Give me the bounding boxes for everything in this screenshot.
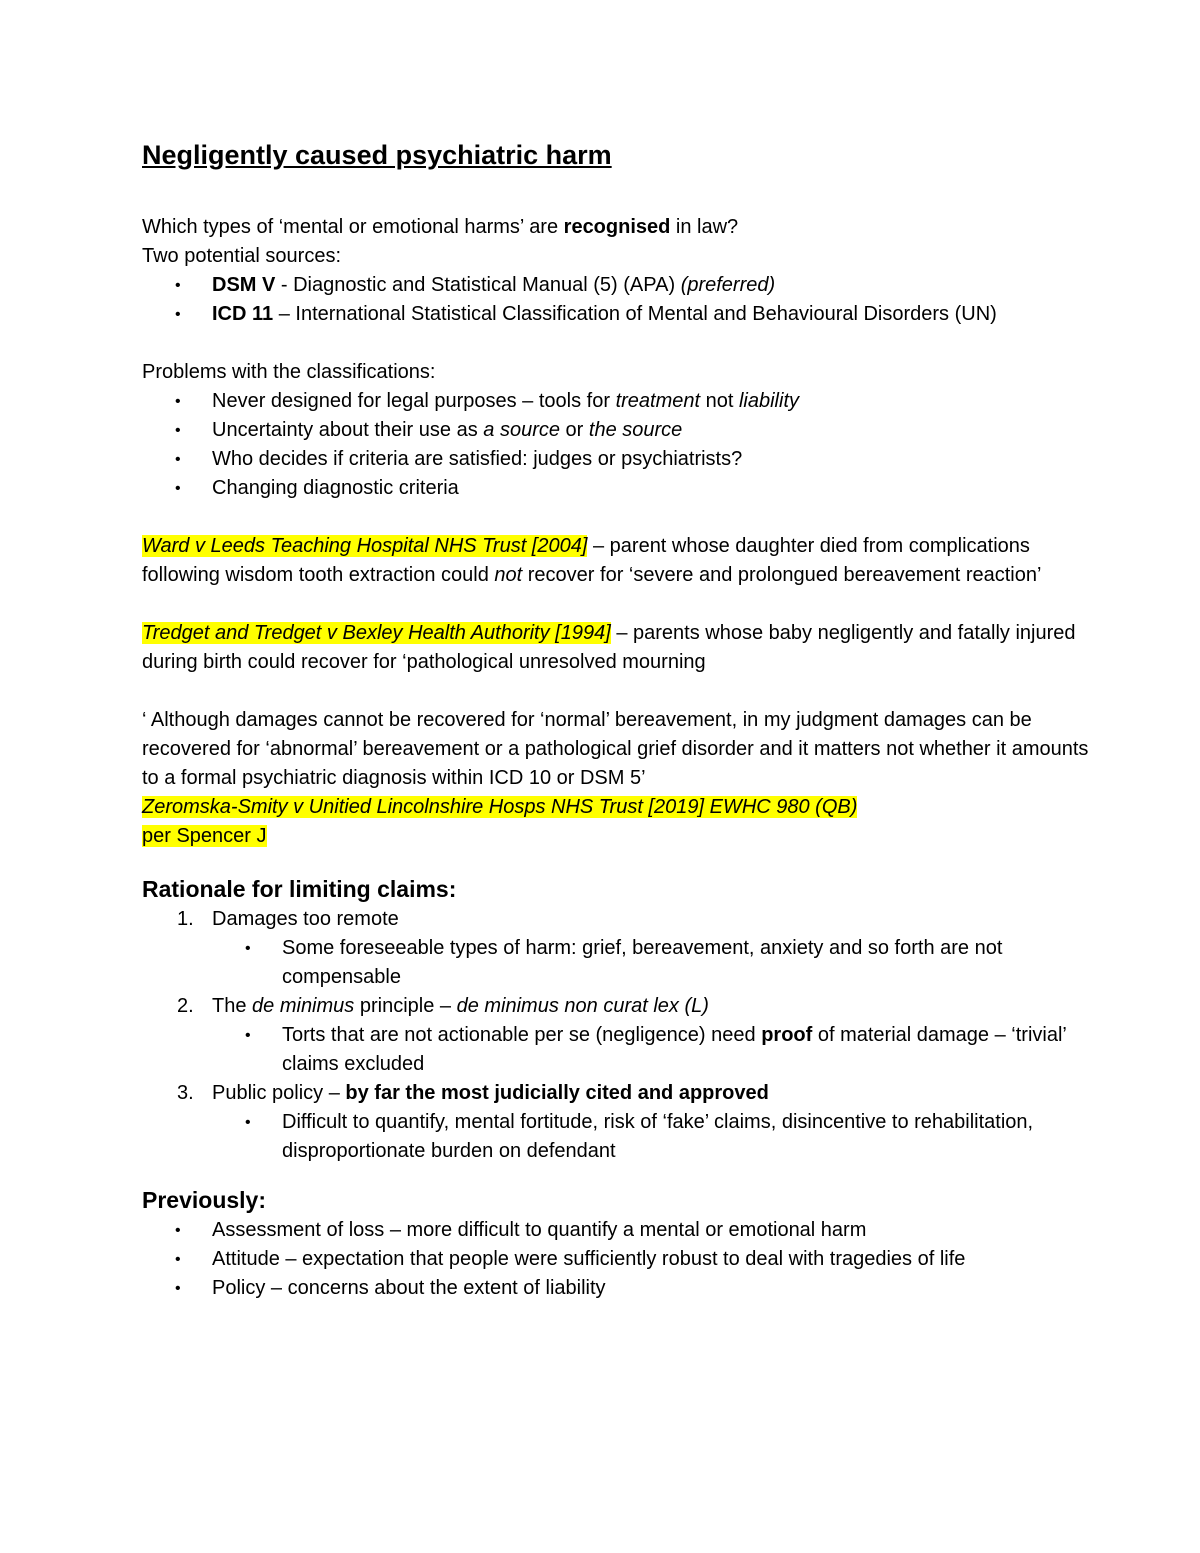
problem-text: or <box>559 419 589 442</box>
intro-question <box>142 213 1092 242</box>
problem-text: not <box>700 390 739 413</box>
problem-italic: liability <box>738 390 800 413</box>
quote-judge-line <box>142 822 1092 851</box>
case-citation: Zeromska-Smity v Unitied Lincolnshire Hosps NHS Trust [2019] EWHC 980 (QB) <box>142 796 858 819</box>
list-item: • Some foreseeable types of harm: grief, bereavement, anxiety and so forth are not compensable <box>282 934 1092 992</box>
rationale-text: principle – <box>354 995 457 1018</box>
sources-list <box>142 271 1092 329</box>
list-item <box>177 992 1092 1021</box>
case-text: – parent whose daughter died from complications following wisdom tooth extraction could <box>142 535 1030 587</box>
problem-text: Uncertainty about their use as <box>212 419 484 442</box>
judge-name: per Spencer J <box>142 825 267 848</box>
list-item: • Attitude – expectation that people were sufficiently robust to deal with tragedies of life <box>212 1245 1092 1274</box>
intro-question-text: Which types of ‘mental or emotional harms’ are <box>142 216 564 239</box>
problem-text: Never designed for legal purposes – tools for <box>212 390 616 413</box>
list-item: • Who decides if criteria are satisfied: judges or psychiatrists? <box>212 445 1092 474</box>
rationale-heading: Rationale for limiting claims: <box>142 876 457 903</box>
previously-heading: Previously: <box>142 1187 266 1214</box>
ward-case-paragraph <box>142 532 1092 590</box>
list-number: 2. <box>177 995 194 1018</box>
quote-citation-line <box>142 793 1092 822</box>
source-desc: - Diagnostic and Statistical Manual (5) (APA) <box>275 274 681 297</box>
case-citation: Ward v Leeds Teaching Hospital NHS Trust [2004] <box>142 535 588 558</box>
case-text: recover for ‘severe and prolongued bereavement reaction’ <box>522 564 1042 587</box>
list-number: 3. <box>177 1082 194 1105</box>
rationale-list <box>142 905 1092 934</box>
problem-italic: a source <box>483 419 560 442</box>
rationale-italic: de minimus non curat lex (L) <box>456 995 709 1018</box>
rationale-text: of material damage – ‘trivial’ claims excluded <box>282 1024 1067 1076</box>
source-abbr: ICD 11 <box>212 303 274 326</box>
rationale-bold: by far the most judicially cited and approved <box>345 1082 769 1105</box>
case-text: – parents whose baby negligently and fatally injured during birth could recover for ‘pathological unresolved mourning <box>142 622 1076 674</box>
previously-list <box>142 1216 1092 1303</box>
list-item: • Policy – concerns about the extent of liability <box>212 1274 1092 1303</box>
list-item: • Difficult to quantify, mental fortitude, risk of ‘fake’ claims, disincentive to rehabilitation, disproportionate burden on defendant <box>282 1108 1092 1166</box>
problem-italic: treatment <box>615 390 701 413</box>
list-item <box>212 271 1092 300</box>
rationale-sublist <box>142 1108 1092 1166</box>
rationale-text: The <box>212 995 253 1018</box>
problems-label: Problems with the classifications: <box>142 361 436 384</box>
intro-question-end: in law? <box>670 216 739 239</box>
case-citation: Tredget and Tredget v Bexley Health Authority [1994] <box>142 622 611 645</box>
list-item <box>212 300 1092 329</box>
tredget-case-paragraph <box>142 619 1092 677</box>
list-item: • Assessment of loss – more difficult to quantify a mental or emotional harm <box>212 1216 1092 1245</box>
list-item <box>212 416 1092 445</box>
intro-question-bold: recognised <box>563 216 671 239</box>
rationale-list <box>142 992 1092 1021</box>
source-desc: – International Statistical Classification of Mental and Behavioural Disorders (UN) <box>273 303 997 326</box>
list-item <box>177 905 1092 934</box>
rationale-sublist <box>142 934 1092 992</box>
list-item <box>282 1021 1092 1079</box>
rationale-list <box>142 1079 1092 1108</box>
case-italic: not <box>494 564 523 587</box>
rationale-bold: proof <box>761 1024 813 1047</box>
source-abbr: DSM V <box>212 274 276 297</box>
document-page <box>142 138 1092 1303</box>
rationale-text: Public policy – <box>212 1082 346 1105</box>
judgment-quote: ‘ Although damages cannot be recovered for ‘normal’ bereavement, in my judgment damages can be recovered for ‘abnormal’ bereavement or a pathological grief disorder and it matters not whether it amounts to a formal psychiatric diagnosis within ICD 10 or DSM 5’ <box>142 709 1089 790</box>
problem-italic: the source <box>588 419 683 442</box>
rationale-text: Damages too remote <box>212 908 399 931</box>
source-note: (preferred) <box>680 274 776 297</box>
problems-list <box>142 387 1092 503</box>
list-item <box>212 387 1092 416</box>
rationale-italic: de minimus <box>252 995 355 1018</box>
list-item: • Changing diagnostic criteria <box>212 474 1092 503</box>
page-title: Negligently caused psychiatric harm <box>142 140 612 170</box>
list-number: 1. <box>177 908 194 931</box>
rationale-sublist <box>142 1021 1092 1079</box>
list-item <box>177 1079 1092 1108</box>
sources-label: Two potential sources: <box>142 245 341 268</box>
rationale-text: Torts that are not actionable per se (negligence) need <box>282 1024 762 1047</box>
